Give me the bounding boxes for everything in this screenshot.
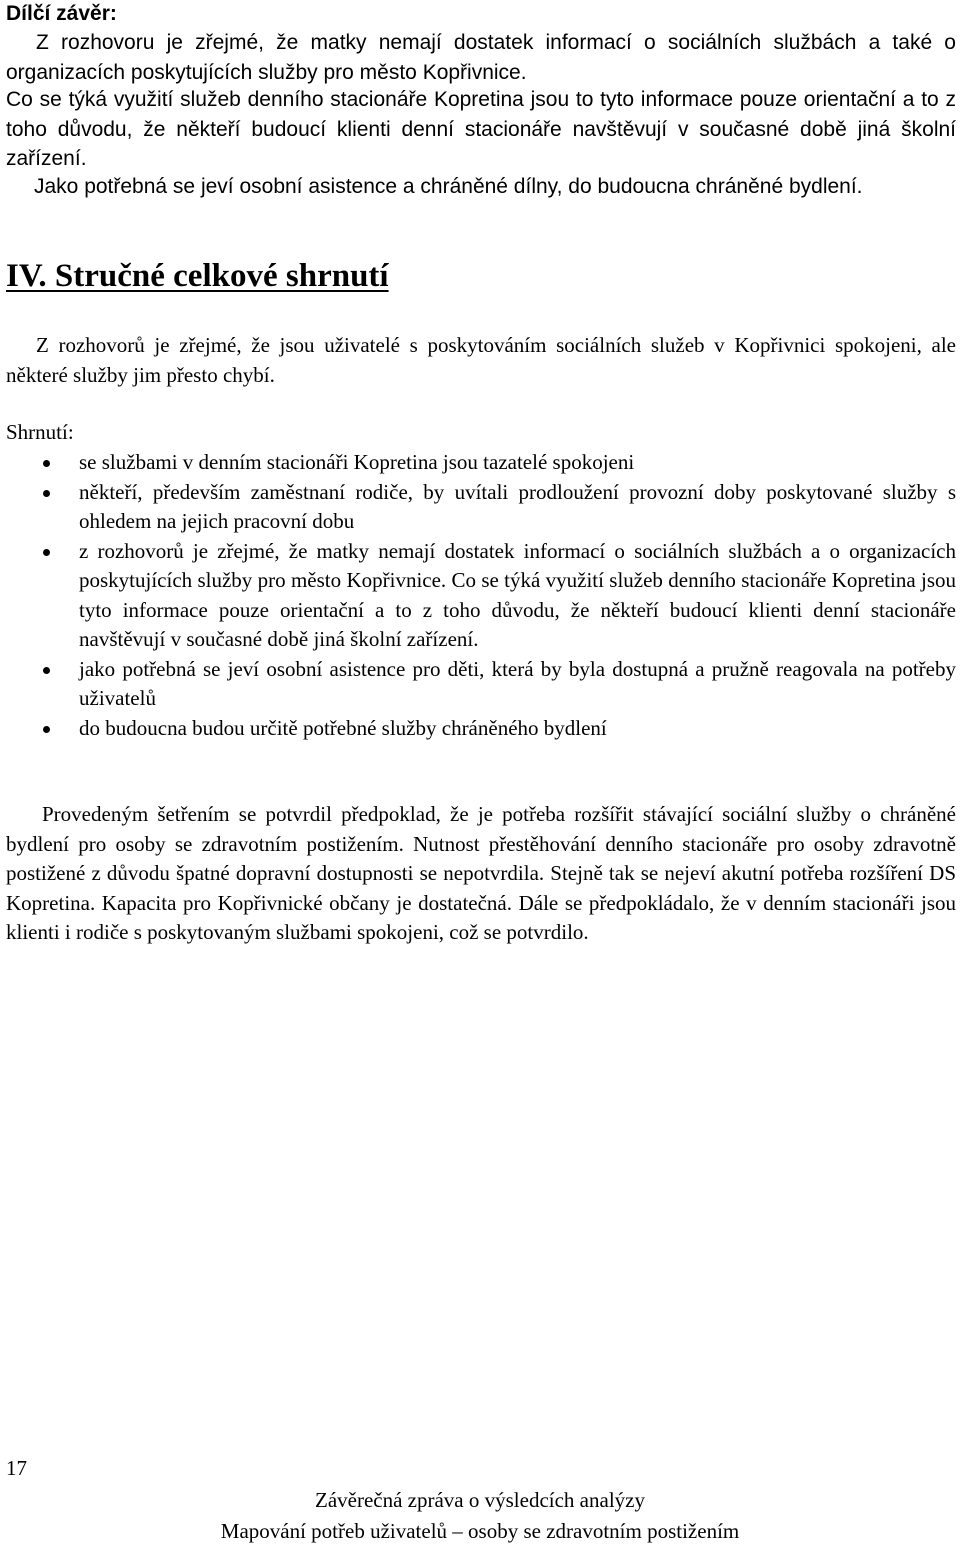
list-item: do budoucna budou určitě potřebné služby chráněného bydlení xyxy=(6,714,956,744)
conclusion-paragraph: Provedeným šetřením se potvrdil předpoklad, že je potřeba rozšířit stávající sociální služby o chráněné bydlení pro osoby se zdravotním postižením. Nutnost přestěhování denního stacionáře pro osoby zdravotně postižené z důvodu špatné dopravní dostupnosti se nepotvrdila. Stejně tak se nejeví akutní potřeba rozšíření DS Kopretina. Kapacita pro Kopřivnické občany je dostatečná. Dále se předpokládalo, že v denním stacionáři jsou klienti i rodiče s poskytovaným službami spokojeni, což se potvrdilo. xyxy=(6,802,956,944)
footer-report-subtitle: Mapování potřeb uživatelů – osoby se zdravotním postižením xyxy=(220,1519,740,1543)
list-item: z rozhovorů je zřejmé, že matky nemají dostatek informací o sociálních službách a o organizacích poskytujících služby pro město Kopřivnice. Co se týká využití služeb denního stacionáře Kopretina jsou tyto informace pouze orientační a to z toho důvodu, že někteří budoucí klienti denní stacionáře navštěvují v současné době jiná školní zařízení. xyxy=(6,537,956,655)
partial-conclusion-heading: Dílčí závěr: xyxy=(6,2,117,25)
section-heading: IV. Stručné celkové shrnutí xyxy=(6,258,389,294)
summary-label: Shrnutí: xyxy=(6,420,74,444)
list-item: jako potřebná se jeví osobní asistence pro děti, která by byla dostupná a pružně reagovala na potřeby uživatelů xyxy=(6,655,956,714)
partial-conclusion-paragraph-2: Co se týká využití služeb denního stacionáře Kopretina jsou to tyto informace pouze orientační a to z toho důvodu, že někteří budoucí klienti denní stacionáře navštěvují v současné době jiná školní zařízení. xyxy=(6,88,956,170)
list-item: někteří, především zaměstnaní rodiče, by uvítali prodloužení provozní doby poskytované služby s ohledem na jejich pracovní dobu xyxy=(6,478,956,537)
list-item: se službami v denním stacionáři Kopretina jsou tazatelé spokojeni xyxy=(6,448,956,478)
partial-conclusion-paragraph-1: Z rozhovoru je zřejmé, že matky nemají dostatek informací o sociálních službách a také o organizacích poskytujících služby pro město Kopřivnice. xyxy=(6,31,956,84)
footer-report-title: Závěrečná zpráva o výsledcích analýzy xyxy=(315,1488,645,1512)
partial-conclusion-paragraph-3: Jako potřebná se jeví osobní asistence a chráněné dílny, do budoucna chráněné bydlení. xyxy=(34,175,863,198)
page-number: 17 xyxy=(6,1456,27,1480)
summary-bullet-list xyxy=(6,448,956,743)
section-intro-paragraph: Z rozhovorů je zřejmé, že jsou uživatelé s poskytováním sociálních služeb v Kopřivnici spokojeni, ale některé služby jim přesto chybí. xyxy=(6,333,956,387)
